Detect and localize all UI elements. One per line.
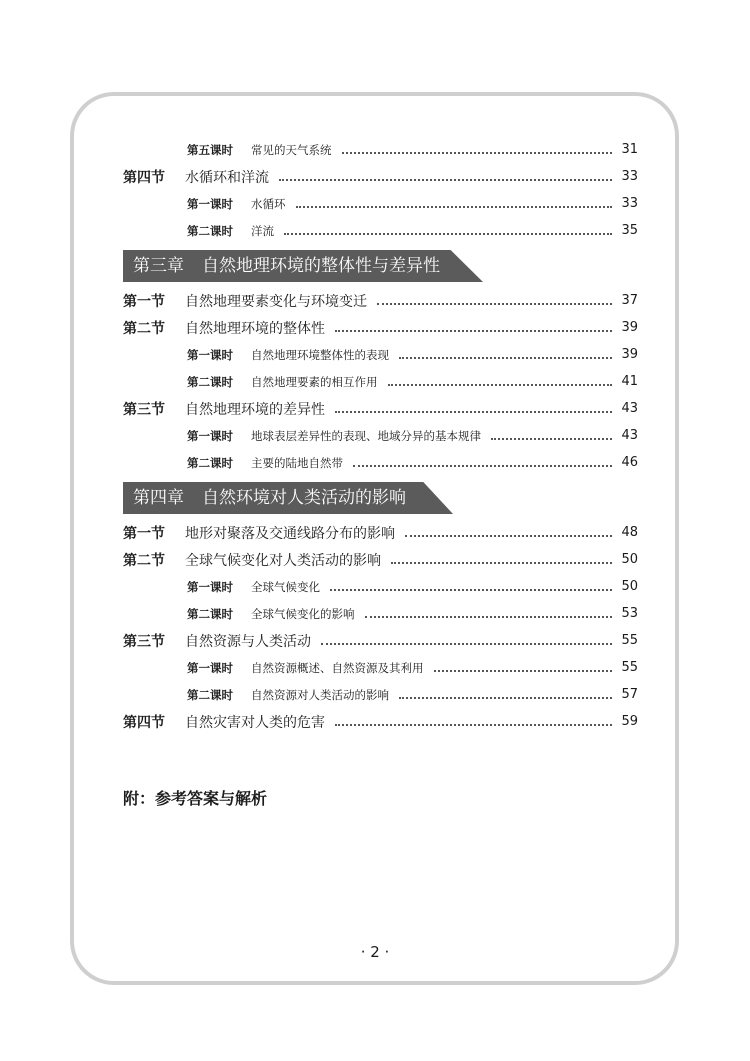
appendix-entry[interactable]: 附：参考答案与解析	[123, 789, 268, 808]
toc-section-entry[interactable]	[123, 519, 638, 546]
toc-block-2	[123, 287, 638, 476]
entry-page-number: 33	[621, 169, 638, 184]
entry-title: 自然资源与人类活动	[185, 633, 311, 650]
entry-page-number: 41	[621, 374, 638, 389]
toc-lesson-entry[interactable]	[123, 573, 638, 600]
entry-number: 第二节	[123, 320, 165, 337]
entry-title: 水循环	[251, 196, 286, 211]
entry-page-number: 43	[621, 428, 638, 443]
entry-number: 第一课时	[187, 660, 233, 675]
toc-lesson-entry[interactable]	[123, 681, 638, 708]
toc-lesson-entry[interactable]	[123, 136, 638, 163]
entry-number: 第四节	[123, 169, 165, 186]
dot-leader	[321, 643, 612, 645]
entry-title: 地球表层差异性的表现、地域分异的基本规律	[251, 428, 481, 443]
toc-block-3	[123, 519, 638, 735]
chapter-title: 自然环境对人类活动的影响	[202, 488, 406, 508]
toc-section-entry[interactable]	[123, 287, 638, 314]
dot-leader	[335, 724, 612, 726]
entry-page-number: 31	[621, 142, 638, 157]
entry-title: 洋流	[251, 223, 274, 238]
dot-leader	[491, 438, 612, 440]
entry-number: 第一课时	[187, 196, 233, 211]
entry-number: 第一课时	[187, 347, 233, 362]
dot-leader	[284, 233, 612, 235]
dot-leader	[330, 589, 612, 591]
toc-section-entry[interactable]	[123, 395, 638, 422]
entry-page-number: 55	[621, 633, 638, 648]
dot-leader	[434, 670, 613, 672]
dot-leader	[405, 535, 612, 537]
toc-section-entry[interactable]	[123, 163, 638, 190]
entry-title: 自然地理要素变化与环境变迁	[185, 293, 367, 310]
dot-leader	[342, 152, 613, 154]
chapter-4-heading[interactable]	[123, 482, 453, 514]
entry-number: 第二课时	[187, 606, 233, 621]
toc-section-entry[interactable]	[123, 546, 638, 573]
entry-page-number: 48	[621, 525, 638, 540]
dot-leader	[335, 411, 612, 413]
entry-number: 第一节	[123, 525, 165, 542]
chapter-number: 第三章	[133, 256, 184, 276]
entry-page-number: 39	[621, 320, 638, 335]
entry-title: 自然灾害对人类的危害	[185, 714, 325, 731]
dot-leader	[353, 465, 612, 467]
dot-leader	[335, 330, 612, 332]
dot-leader	[365, 616, 613, 618]
entry-title: 自然地理要素的相互作用	[251, 374, 378, 389]
entry-title: 自然地理环境的整体性	[185, 320, 325, 337]
toc-lesson-entry[interactable]	[123, 449, 638, 476]
dot-leader	[377, 303, 612, 305]
entry-title: 全球气候变化对人类活动的影响	[185, 552, 381, 569]
toc-section-entry[interactable]	[123, 708, 638, 735]
toc-lesson-entry[interactable]	[123, 217, 638, 244]
entry-number: 第五课时	[187, 142, 233, 157]
table-of-contents	[123, 136, 638, 735]
chapter-label	[133, 250, 440, 282]
entry-title: 常见的天气系统	[251, 142, 332, 157]
entry-page-number: 35	[621, 223, 638, 238]
entry-number: 第一课时	[187, 428, 233, 443]
entry-number: 第二课时	[187, 374, 233, 389]
entry-title: 自然地理环境的差异性	[185, 401, 325, 418]
dot-leader	[296, 206, 613, 208]
entry-title: 主要的陆地自然带	[251, 455, 343, 470]
dot-leader	[279, 179, 612, 181]
chapter-label	[133, 482, 406, 514]
dot-leader	[391, 562, 612, 564]
entry-page-number: 37	[621, 293, 638, 308]
entry-title: 全球气候变化的影响	[251, 606, 355, 621]
entry-number: 第一课时	[187, 579, 233, 594]
entry-number: 第四节	[123, 714, 165, 731]
entry-number: 第二课时	[187, 223, 233, 238]
entry-number: 第一节	[123, 293, 165, 310]
toc-block-1	[123, 136, 638, 244]
entry-title: 自然资源概述、自然资源及其利用	[251, 660, 424, 675]
toc-lesson-entry[interactable]	[123, 190, 638, 217]
entry-title: 地形对聚落及交通线路分布的影响	[185, 525, 395, 542]
dot-leader	[388, 384, 613, 386]
toc-lesson-entry[interactable]	[123, 368, 638, 395]
toc-section-entry[interactable]	[123, 314, 638, 341]
entry-page-number: 53	[621, 606, 638, 621]
chapter-title: 自然地理环境的整体性与差异性	[202, 256, 440, 276]
toc-lesson-entry[interactable]	[123, 341, 638, 368]
page-number: · 2 ·	[360, 943, 390, 961]
entry-title: 全球气候变化	[251, 579, 320, 594]
toc-lesson-entry[interactable]	[123, 654, 638, 681]
toc-lesson-entry[interactable]	[123, 422, 638, 449]
entry-number: 第三节	[123, 633, 165, 650]
entry-page-number: 57	[621, 687, 638, 702]
entry-page-number: 39	[621, 347, 638, 362]
entry-title: 自然资源对人类活动的影响	[251, 687, 389, 702]
entry-number: 第二课时	[187, 455, 233, 470]
entry-number: 第二课时	[187, 687, 233, 702]
entry-page-number: 59	[621, 714, 638, 729]
entry-page-number: 33	[621, 196, 638, 211]
entry-page-number: 50	[621, 552, 638, 567]
entry-page-number: 46	[621, 455, 638, 470]
chapter-number: 第四章	[133, 488, 184, 508]
entry-number: 第三节	[123, 401, 165, 418]
toc-section-entry[interactable]	[123, 627, 638, 654]
chapter-3-heading[interactable]	[123, 250, 483, 282]
entry-page-number: 55	[621, 660, 638, 675]
dot-leader	[399, 357, 612, 359]
entry-number: 第二节	[123, 552, 165, 569]
entry-page-number: 50	[621, 579, 638, 594]
toc-lesson-entry[interactable]	[123, 600, 638, 627]
entry-title: 水循环和洋流	[185, 169, 269, 186]
entry-title: 自然地理环境整体性的表现	[251, 347, 389, 362]
dot-leader	[399, 697, 612, 699]
entry-page-number: 43	[621, 401, 638, 416]
